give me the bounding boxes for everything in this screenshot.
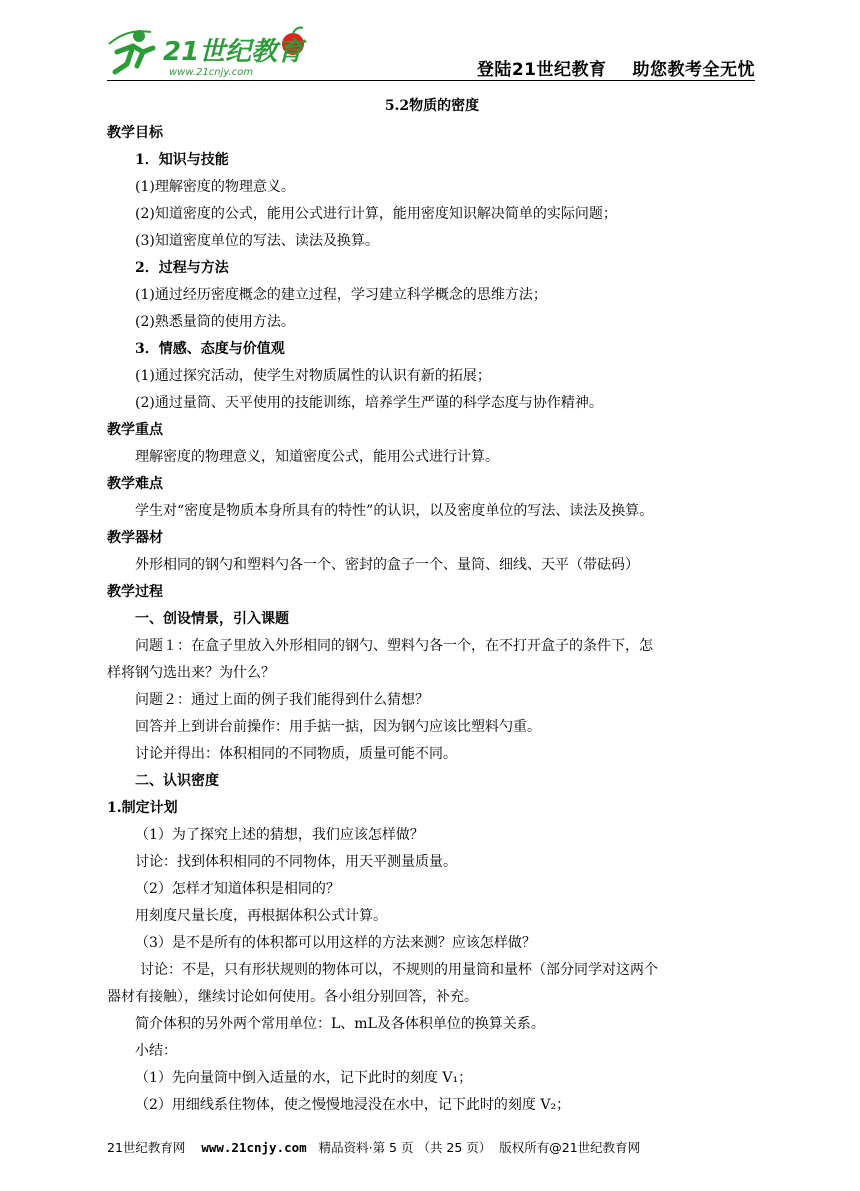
header-divider (107, 80, 755, 81)
text-line: (1)通过经历密度概念的建立过程，学习建立科学概念的思维方法； (135, 287, 547, 303)
text-line: 问题１：在盒子里放入外形相同的钢勺、塑料勺各一个，在不打开盒子的条件下，怎 (135, 638, 653, 654)
text-line: （3）是不是所有的体积都可以用这样的方法来测？应该怎样做？ (135, 935, 536, 951)
text-line: 用刻度尺量长度，再根据体积公式计算。 (135, 908, 387, 924)
section-heading: 二、认识密度 (135, 773, 219, 789)
text-line: 讨论：不是，只有形状规则的物体可以，不规则的用量筒和量杯（部分同学对这两个 (140, 962, 658, 978)
page-footer (107, 1138, 757, 1156)
text-line: (2)熟悉量筒的使用方法。 (135, 314, 295, 330)
page-header (107, 22, 755, 82)
text-line: 小结： (135, 1043, 177, 1059)
logo-url: www.21cnjy.com (169, 67, 254, 78)
slogan-left: 登陆21世纪教育 (476, 60, 607, 80)
document-body (107, 93, 757, 1119)
text-line: 讨论：找到体积相同的不同物体，用天平测量质量。 (135, 854, 457, 870)
text-line: 问题２：通过上面的例子我们能得到什么猜想？ (135, 692, 429, 708)
text-line: （1）先向量筒中倒入适量的水，记下此时的刻度 V₁； (135, 1070, 473, 1086)
document-lines (107, 120, 757, 1119)
section-heading: 2．过程与方法 (135, 260, 229, 276)
logo-text: 21世纪教育 (163, 37, 304, 67)
text-line: 器材有接触），继续讨论如何使用。各小组分别回答，补充。 (107, 989, 478, 1005)
section-heading: 1.制定计划 (107, 800, 178, 816)
text-line: （2）用细线系住物体，使之慢慢地浸没在水中，记下此时的刻度 V₂； (135, 1097, 571, 1113)
footer-page-info: 精品资料·第 5 页 （共 25 页） (318, 1140, 492, 1155)
section-heading: 教学目标 (107, 125, 163, 141)
footer-site: 21世纪教育网 (107, 1140, 186, 1155)
text-line: （1）为了探究上述的猜想，我们应该怎样做？ (135, 827, 424, 843)
section-heading: 教学器材 (107, 530, 163, 546)
text-line: (1)通过探究活动，使学生对物质属性的认识有新的拓展； (135, 368, 491, 384)
section-heading: 一、创设情景，引入课题 (135, 611, 289, 627)
text-line: 简介体积的另外两个常用单位：L、mL及各体积单位的换算关系。 (135, 1016, 545, 1032)
text-line: 回答并上到讲台前操作：用手掂一掂，因为钢勺应该比塑料勺重。 (135, 719, 541, 735)
text-line: (2)知道密度的公式，能用公式进行计算，能用密度知识解决简单的实际问题； (135, 206, 617, 222)
slogan-right: 助您教考全无忧 (632, 60, 755, 80)
section-heading: 教学过程 (107, 584, 163, 600)
text-line: （2）怎样才知道体积是相同的？ (135, 881, 340, 897)
footer-copyright: 版权所有@21世纪教育网 (499, 1140, 641, 1155)
logo-graphic (107, 22, 307, 80)
text-line: 理解密度的物理意义，知道密度公式，能用公式进行计算。 (135, 449, 499, 465)
footer-url-link[interactable]: www.21cnjy.com (201, 1140, 307, 1155)
text-line: (3)知道密度单位的写法、读法及换算。 (135, 233, 379, 249)
text-line: (1)理解密度的物理意义。 (135, 179, 295, 195)
text-line: (2)通过量筒、天平使用的技能训练，培养学生严谨的科学态度与协作精神。 (135, 395, 603, 411)
document-title: 5.2物质的密度 (384, 98, 480, 114)
text-line: 学生对“密度是物质本身所具有的特性”的认识，以及密度单位的写法、读法及换算。 (135, 503, 654, 519)
section-heading: 1．知识与技能 (135, 152, 229, 168)
site-logo[interactable] (107, 22, 307, 80)
header-slogan (477, 55, 755, 80)
section-heading: 3．情感、态度与价值观 (135, 341, 285, 357)
text-line: 样将钢勺选出来？为什么？ (107, 665, 275, 681)
text-line: 讨论并得出：体积相同的不同物质，质量可能不同。 (135, 746, 457, 762)
section-heading: 教学难点 (107, 476, 163, 492)
text-line: 外形相同的钢勺和塑料勺各一个、密封的盒子一个、量筒、细线、天平（带砝码） (135, 557, 639, 573)
section-heading: 教学重点 (107, 422, 163, 438)
